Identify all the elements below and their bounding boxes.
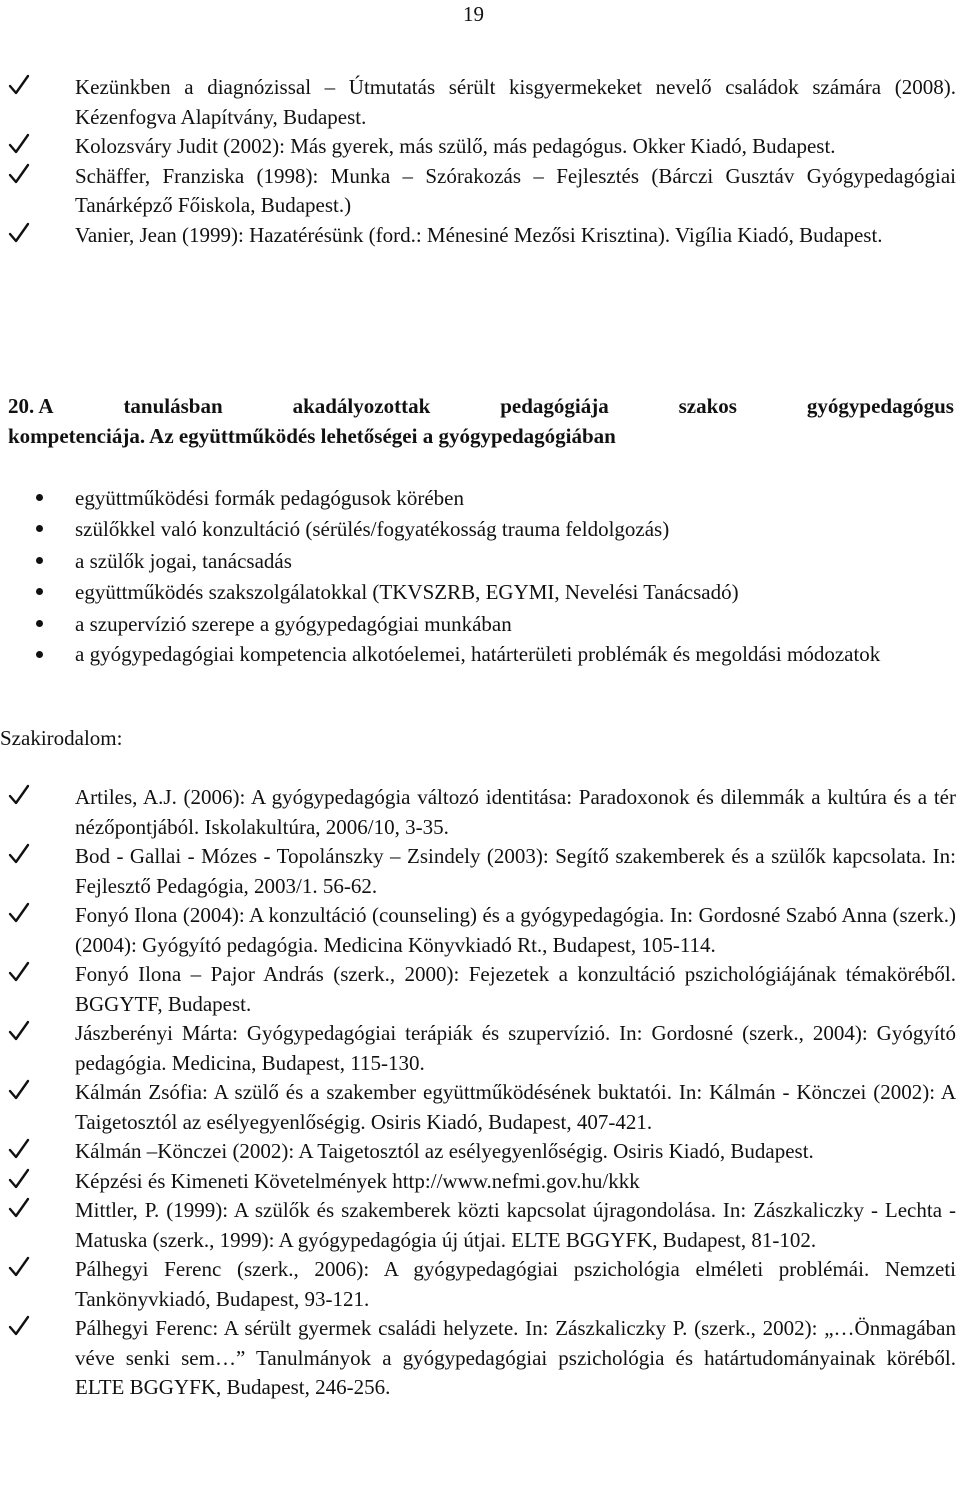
reference-item (0, 842, 956, 901)
checkmark-icon (8, 1019, 36, 1047)
topic-text: együttműködési formák pedagógusok körében (75, 486, 464, 510)
topic-item (0, 577, 956, 608)
checkmark-icon (8, 960, 36, 988)
reference-text: Bod - Gallai - Mózes - Topolánszky – Zsindely (2003): Segítő szakemberek és a szülők kapcsolata. In: Fejlesztő Pedagógia, 2003/1. 56-62. (75, 844, 956, 898)
topic-item (0, 483, 956, 514)
reference-item (0, 73, 956, 132)
reference-item (0, 1314, 956, 1403)
section-title-line2: kompetenciája. Az együttműködés lehetőségei a gyógypedagógiában (8, 423, 616, 448)
checkmark-icon (8, 901, 36, 929)
checkmark-icon (8, 162, 36, 190)
bullet-icon (36, 588, 43, 595)
checkmark-icon (8, 73, 36, 101)
bullet-icon (36, 557, 43, 564)
topic-text: a gyógypedagógiai kompetencia alkotóelemei, határterületi problémák és megoldási módozatok (75, 642, 881, 667)
bullet-icon (36, 494, 43, 501)
title-word: akadályozottak (292, 394, 431, 418)
section-number: 20. (8, 394, 35, 418)
title-word: szakos (678, 394, 737, 418)
reference-item (0, 1255, 956, 1314)
reference-text: Mittler, P. (1999): A szülők és szakemberek közti kapcsolat újragondolása. In: Zászkaliczky - Lechta - Matuska (szerk., 1999): A gyógypedagógia új útjai. ELTE BGGYFK, Budapest, 81-102. (75, 1198, 956, 1252)
section-number-and-first-word (8, 392, 54, 422)
reference-text: Képzési és Kimeneti Követelmények http://www.nefmi.gov.hu/kkk (75, 1168, 640, 1193)
topic-text: a szülők jogai, tanácsadás (75, 548, 292, 573)
checkmark-icon (8, 1137, 36, 1165)
topic-list (0, 483, 956, 670)
reference-text: Pálhegyi Ferenc (szerk., 2006): A gyógypedagógiai pszichológia elméleti problémái. Nemzeti Tankönyvkiadó, Budapest, 93-121. (75, 1257, 956, 1311)
checkmark-icon (8, 221, 36, 249)
top-reference-list (0, 73, 956, 250)
topic-text: együttműködés szakszolgálatokkal (TKVSZRB, EGYMI, Nevelési Tanácsadó) (75, 580, 739, 605)
title-word: tanulásban (123, 394, 223, 418)
reference-text: Fonyó Ilona – Pajor András (szerk., 2000): Fejezetek a konzultáció pszichológiájának témaköréből. BGGYTF, Budapest. (75, 962, 956, 1016)
reference-item (0, 1078, 956, 1137)
checkmark-icon (8, 1167, 36, 1195)
bullet-icon (36, 525, 43, 532)
reference-text: Kálmán –Könczei (2002): A Taigetosztól az esélyegyenlőségig. Osiris Kiadó, Budapest. (75, 1139, 814, 1163)
reference-item (0, 783, 956, 842)
title-word: A (38, 394, 54, 418)
topic-text: a szupervízió szerepe a gyógypedagógiai munkában (75, 611, 512, 636)
reference-item (0, 1019, 956, 1078)
reference-item (0, 1167, 956, 1197)
section-title-line1 (8, 392, 954, 422)
reference-item (0, 221, 956, 251)
reference-list (0, 783, 956, 1403)
checkmark-icon (8, 1078, 36, 1106)
checkmark-icon (8, 132, 36, 160)
reference-item (0, 1137, 956, 1167)
reference-text: Pálhegyi Ferenc: A sérült gyermek családi helyzete. In: Zászkaliczky P. (szerk., 2002): „…Önmagában véve senki sem…” Tanulmányok a gyógypedagógiai pszichológia és határtudományainak köréből. ELTE BGGYFK, Budapest, 246-256. (75, 1316, 956, 1399)
checkmark-icon (8, 1196, 36, 1224)
bullet-icon (36, 620, 43, 627)
reference-text: Vanier, Jean (1999): Hazatérésünk (ford.: Ménesiné Mezősi Krisztina). Vigília Kiadó, Budapest. (75, 222, 883, 247)
topic-item (0, 609, 956, 640)
reference-text: Kálmán Zsófia: A szülő és a szakember együttműködésének buktatói. In: Kálmán - Könczei (2002): A Taigetosztól az esélyegyenlőségig. Osiris Kiadó, Budapest, 407-421. (75, 1080, 956, 1134)
title-word: gyógypedagógus (806, 394, 954, 418)
reference-text: Schäffer, Franziska (1998): Munka – Szórakozás – Fejlesztés (Bárczi Gusztáv Gyógypedagógiai Tanárképző Főiskola, Budapest.) (75, 163, 956, 217)
reference-item (0, 901, 956, 960)
reference-text: Fonyó Ilona (2004): A konzultáció (counseling) és a gyógypedagógia. In: Gordosné Szabó Anna (szerk.) (2004): Gyógyító pedagógia. Medicina Könyvkiadó Rt., Budapest, 105-114. (75, 903, 956, 957)
reference-item (0, 1196, 956, 1255)
page-number: 19 (463, 2, 484, 26)
topic-item (0, 514, 956, 545)
topic-item (0, 546, 956, 577)
reference-text: Kezünkben a diagnózissal – Útmutatás sérült kisgyermekeket nevelő családok számára (2008). Kézenfogva Alapítvány, Budapest. (75, 75, 956, 129)
topic-item (0, 640, 956, 670)
literature-label: Szakirodalom: (0, 726, 123, 750)
reference-item (0, 960, 956, 1019)
checkmark-icon (8, 1255, 36, 1283)
reference-item (0, 132, 956, 162)
section-heading (8, 392, 954, 451)
checkmark-icon (8, 783, 36, 811)
title-word: pedagógiája (500, 394, 609, 418)
bullet-icon (36, 651, 43, 658)
reference-text: Artiles, A.J. (2006): A gyógypedagógia változó identitása: Paradoxonok és dilemmák a kultúra és a tér nézőpontjából. Iskolakultúra, 2006/10, 3-35. (75, 785, 956, 839)
checkmark-icon (8, 842, 36, 870)
reference-text: Jászberényi Márta: Gyógypedagógiai terápiák és szupervízió. In: Gordosné (szerk., 2004): Gyógyító pedagógia. Medicina, Budapest, 115-130. (75, 1021, 956, 1075)
checkmark-icon (8, 1314, 36, 1342)
reference-item (0, 162, 956, 221)
reference-text: Kolozsváry Judit (2002): Más gyerek, más szülő, más pedagógus. Okker Kiadó, Budapest. (75, 134, 836, 158)
topic-text: szülőkkel való konzultáció (sérülés/fogyatékosság trauma feldolgozás) (75, 517, 670, 542)
